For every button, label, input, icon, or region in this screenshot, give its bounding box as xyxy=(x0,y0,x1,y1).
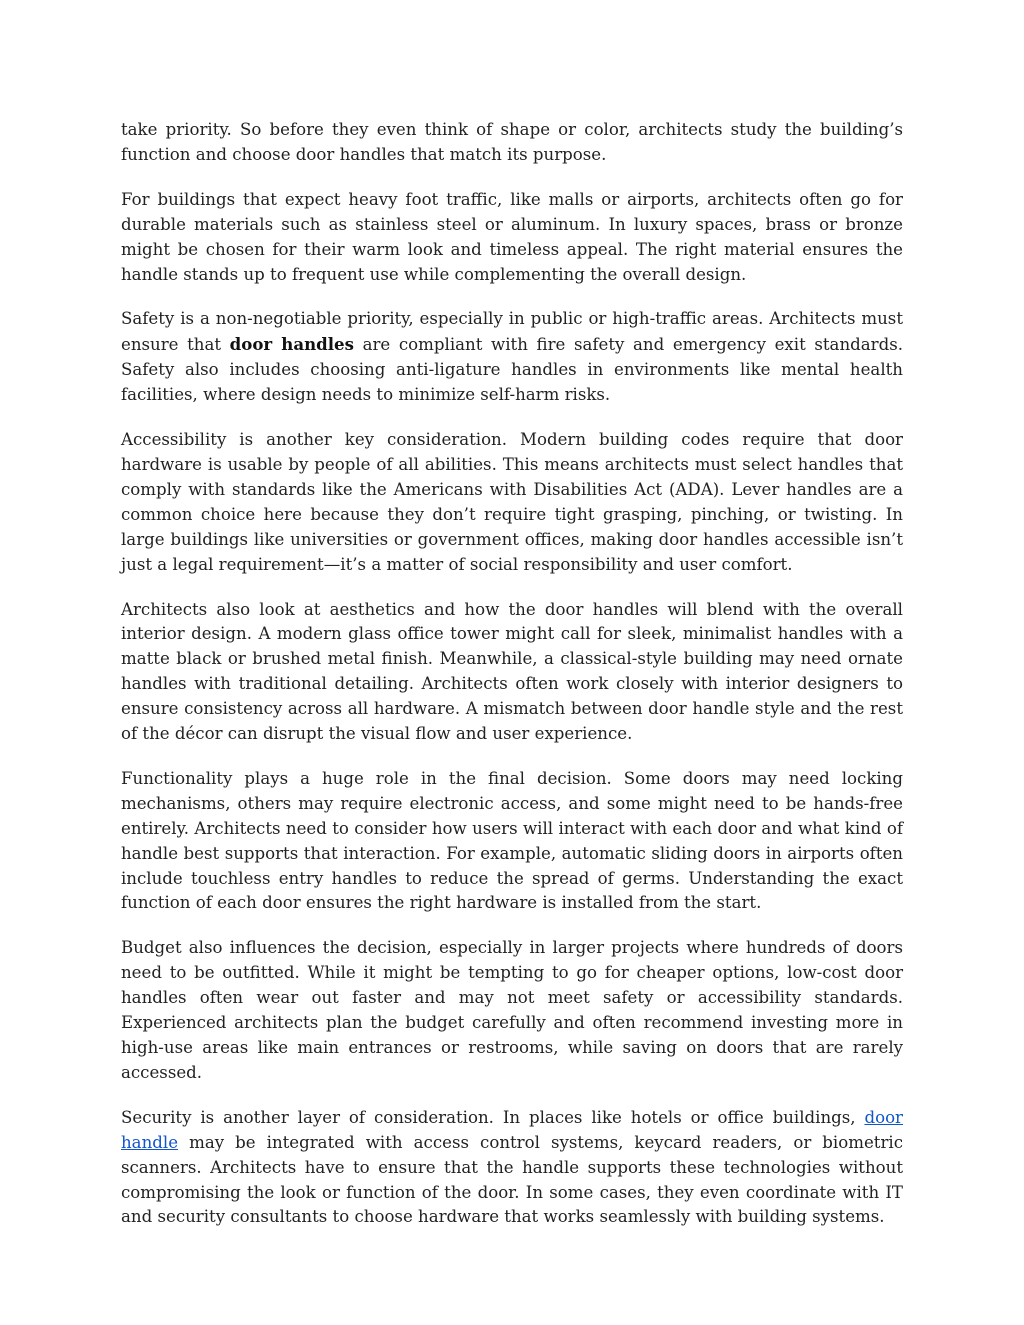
door-handle-link[interactable]: door handle xyxy=(121,1107,903,1152)
paragraph-security-text-before: Security is another layer of consideration. In places like hotels or office buildings, xyxy=(121,1107,865,1127)
paragraph-budget: Budget also influences the decision, especially in larger projects where hundreds of doors need to be outfitted. While it might be tempting to go for cheaper options, low-cost door handles often wear out faster and may not meet safety or accessibility standards. Experienced architects plan the budget carefully and often recommend investing more in high-use areas like main entrances or restrooms, while saving on doors that are rarely accessed. xyxy=(121,938,903,1082)
paragraph-safety xyxy=(121,307,903,408)
paragraph-security-text-after: may be integrated with access control systems, keycard readers, or biometric scanners. Architects have to ensure that the handle supports these technologies without compromising the look or function of the door. In some cases, they even coordinate with IT and security consultants to choose hardware that works seamlessly with building systems. xyxy=(121,1132,903,1227)
paragraph-security xyxy=(121,1106,903,1231)
paragraph-functionality: Functionality plays a huge role in the final decision. Some doors may need locking mechanisms, others may require electronic access, and some might need to be hands-free entirely. Architects need to consider how users will interact with each door and what kind of handle best supports that interaction. For example, automatic sliding doors in airports often include touchless entry handles to reduce the spread of germs. Understanding the exact function of each door ensures the right hardware is installed from the start. xyxy=(121,768,903,913)
paragraph-safety-text-after: are compliant with fire safety and emergency exit standards. Safety also includes choosing anti-ligature handles in environments like mental health facilities, where design needs to minimize self-harm risks. xyxy=(121,335,903,405)
paragraph-aesthetics: Architects also look at aesthetics and how the door handles will blend with the overall interior design. A modern glass office tower might call for sleek, minimalist handles with a matte black or brushed metal finish. Meanwhile, a classical-style building may need ornate handles with traditional detailing. Architects often work closely with interior designers to ensure consistency across all hardware. A mismatch between door handle style and the rest of the décor can disrupt the visual flow and user experience. xyxy=(121,599,903,744)
paragraph-accessibility: Accessibility is another key consideration. Modern building codes require that door hardware is usable by people of all abilities. This means architects must select handles that comply with standards like the Americans with Disabilities Act (ADA). Lever handles are a common choice here because they don’t require tight grasping, pinching, or twisting. In large buildings like universities or government offices, making door handles accessible isn’t just a legal requirement—it’s a matter of social responsibility and user comfort. xyxy=(121,430,903,574)
paragraph-materials: For buildings that expect heavy foot traffic, like malls or airports, architects often go for durable materials such as stainless steel or aluminum. In luxury spaces, brass or bronze might be chosen for their warm look and timeless appeal. The right material ensures the handle stands up to frequent use while complementing the overall design. xyxy=(121,189,903,284)
paragraph-intro: take priority. So before they even think of shape or color, architects study the building’s function and choose door handles that match its purpose. xyxy=(121,120,903,164)
paragraph-safety-text-before: Safety is a non-negotiable priority, especially in public or high-traffic areas. Architects must ensure that xyxy=(121,309,903,355)
bold-keyword-door-handles: door handles xyxy=(229,334,354,355)
document-body xyxy=(121,118,903,1250)
